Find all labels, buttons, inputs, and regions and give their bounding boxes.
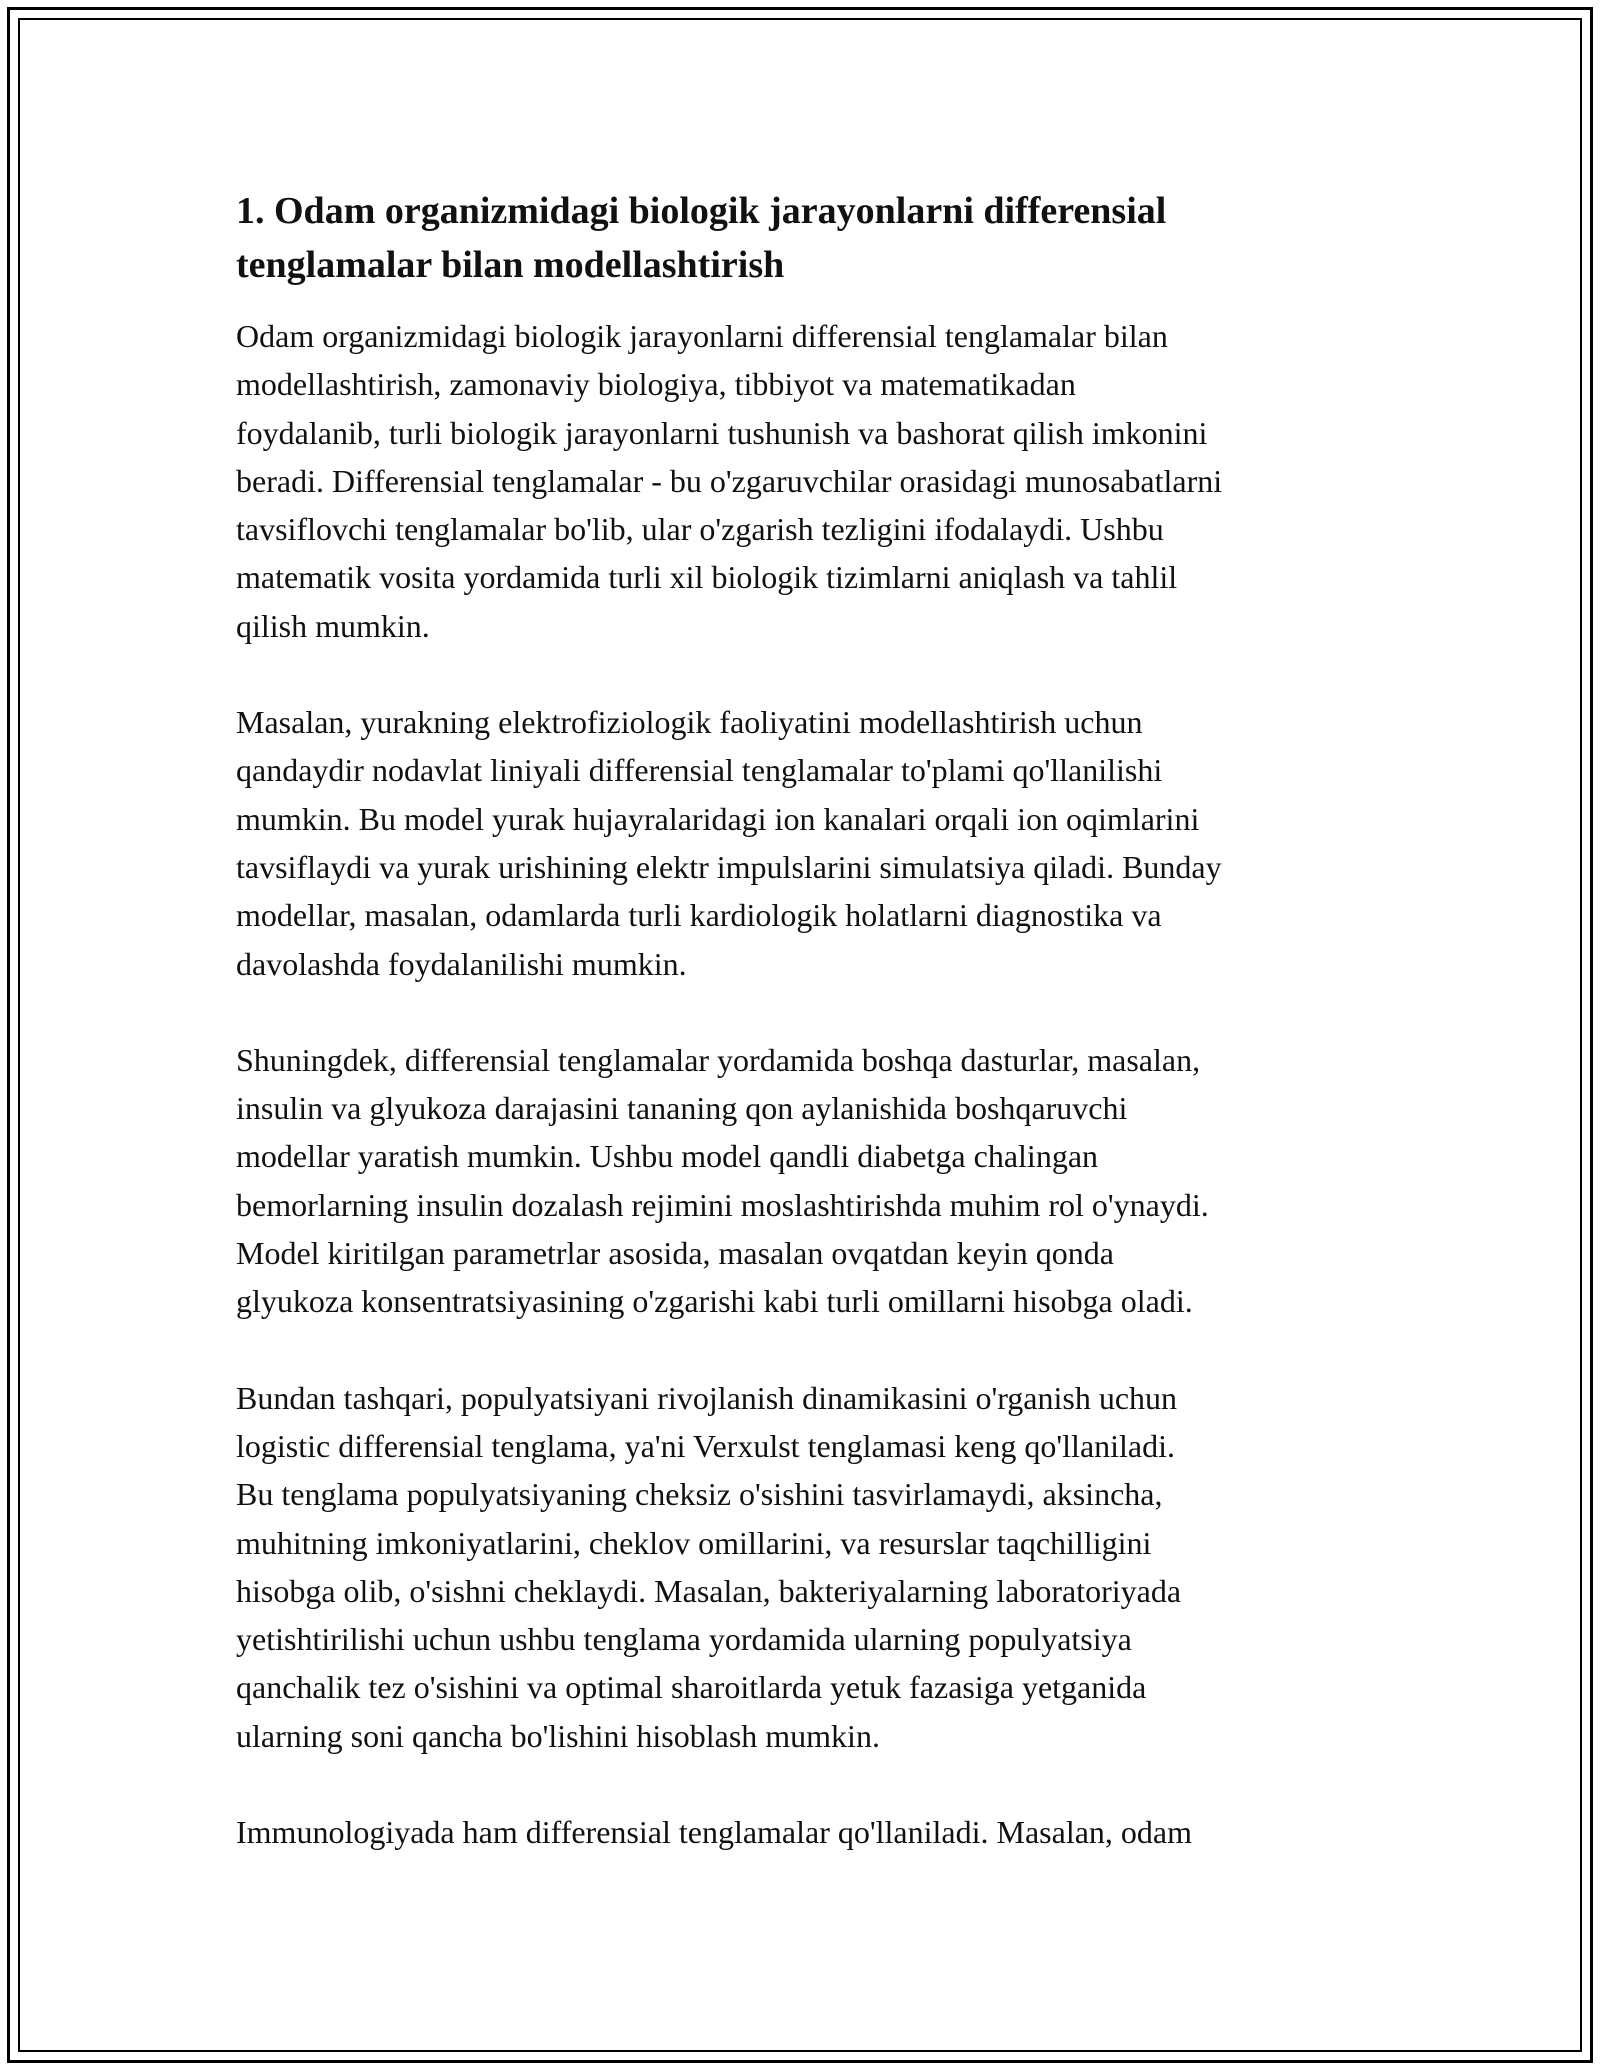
paragraph-heart-model	[236, 698, 1376, 988]
text-line: tavsiflaydi va yurak urishining elektr impulslarini simulatsiya qiladi. Bunday	[236, 848, 1222, 885]
text-line: ularning soni qancha bo'lishini hisoblash mumkin.	[236, 1717, 880, 1754]
text-line: modellashtirish, zamonaviy biologiya, tibbiyot va matematikadan	[236, 366, 1076, 403]
text-line: muhitning imkoniyatlarini, cheklov omillarini, va resurslar taqchilligini	[236, 1524, 1152, 1561]
text-line: qanchalik tez o'sishini va optimal sharoitlarda yetuk fazasiga yetganida	[236, 1669, 1147, 1706]
text-line: qilish mumkin.	[236, 607, 430, 644]
paragraph-intro	[236, 312, 1376, 650]
text-line: Bu tenglama populyatsiyaning cheksiz o'sishini tasvirlamaydi, aksincha,	[236, 1476, 1163, 1513]
text-line: hisobga olib, o'sishni cheklaydi. Masalan, bakteriyalarning laboratoriyada	[236, 1572, 1182, 1609]
text-line: bemorlarning insulin dozalash rejimini moslashtirishda muhim rol o'ynaydi.	[236, 1186, 1209, 1223]
section-heading	[236, 184, 1376, 292]
paragraph-insulin-model	[236, 1036, 1376, 1326]
text-line: matematik vosita yordamida turli xil biologik tizimlarni aniqlash va tahlil	[236, 559, 1178, 596]
text-line: mumkin. Bu model yurak hujayralaridagi ion kanalari orqali ion oqimlarini	[236, 800, 1200, 837]
text-line: Odam organizmidagi biologik jarayonlarni differensial tenglamalar bilan	[236, 318, 1168, 354]
text-line: Shuningdek, differensial tenglamalar yordamida boshqa dasturlar, masalan,	[236, 1041, 1201, 1078]
document-body	[236, 184, 1376, 1904]
text-line: modellar, masalan, odamlarda turli kardiologik holatlarni diagnostika va	[236, 897, 1162, 934]
text-line: yetishtirilishi uchun ushbu tenglama yordamida ularning populyatsiya	[236, 1621, 1132, 1658]
text-line: Immunologiyada ham differensial tenglamalar qo'llaniladi. Masalan, odam	[236, 1814, 1192, 1851]
text-line: insulin va glyukoza darajasini tananing qon aylanishida boshqaruvchi	[236, 1090, 1128, 1127]
text-line: foydalanib, turli biologik jarayonlarni tushunish va bashorat qilish imkonini	[236, 414, 1208, 451]
text-line: beradi. Differensial tenglamalar - bu o'zgaruvchilar orasidagi munosabatlarni	[236, 462, 1223, 499]
text-line: modellar yaratish mumkin. Ushbu model qandli diabetga chalingan	[236, 1138, 1099, 1175]
text-line: logistic differensial tenglama, ya'ni Verxulst tenglamasi keng qo'llaniladi.	[236, 1427, 1176, 1464]
heading-line: 1. Odam organizmidagi biologik jarayonlarni differensial	[236, 190, 1167, 232]
heading-line: tenglamalar bilan modellashtirish	[236, 244, 785, 286]
text-line: glyukoza konsentratsiyasining o'zgarishi kabi turli omillarni hisobga oladi.	[236, 1283, 1193, 1320]
text-line: Masalan, yurakning elektrofiziologik faoliyatini modellashtirish uchun	[236, 704, 1143, 741]
text-line: davolashda foydalanilishi mumkin.	[236, 945, 687, 982]
text-line: qandaydir nodavlat liniyali differensial tenglamalar to'plami qo'llanilishi	[236, 752, 1163, 789]
text-line: tavsiflovchi tenglamalar bo'lib, ular o'zgarish tezligini ifodalaydi. Ushbu	[236, 511, 1164, 548]
text-line: Bundan tashqari, populyatsiyani rivojlanish dinamikasini o'rganish uchun	[236, 1379, 1178, 1416]
text-line: Model kiritilgan parametrlar asosida, masalan ovqatdan keyin qonda	[236, 1235, 1114, 1272]
paragraph-population-model	[236, 1374, 1376, 1760]
paragraph-immunology	[236, 1808, 1376, 1856]
